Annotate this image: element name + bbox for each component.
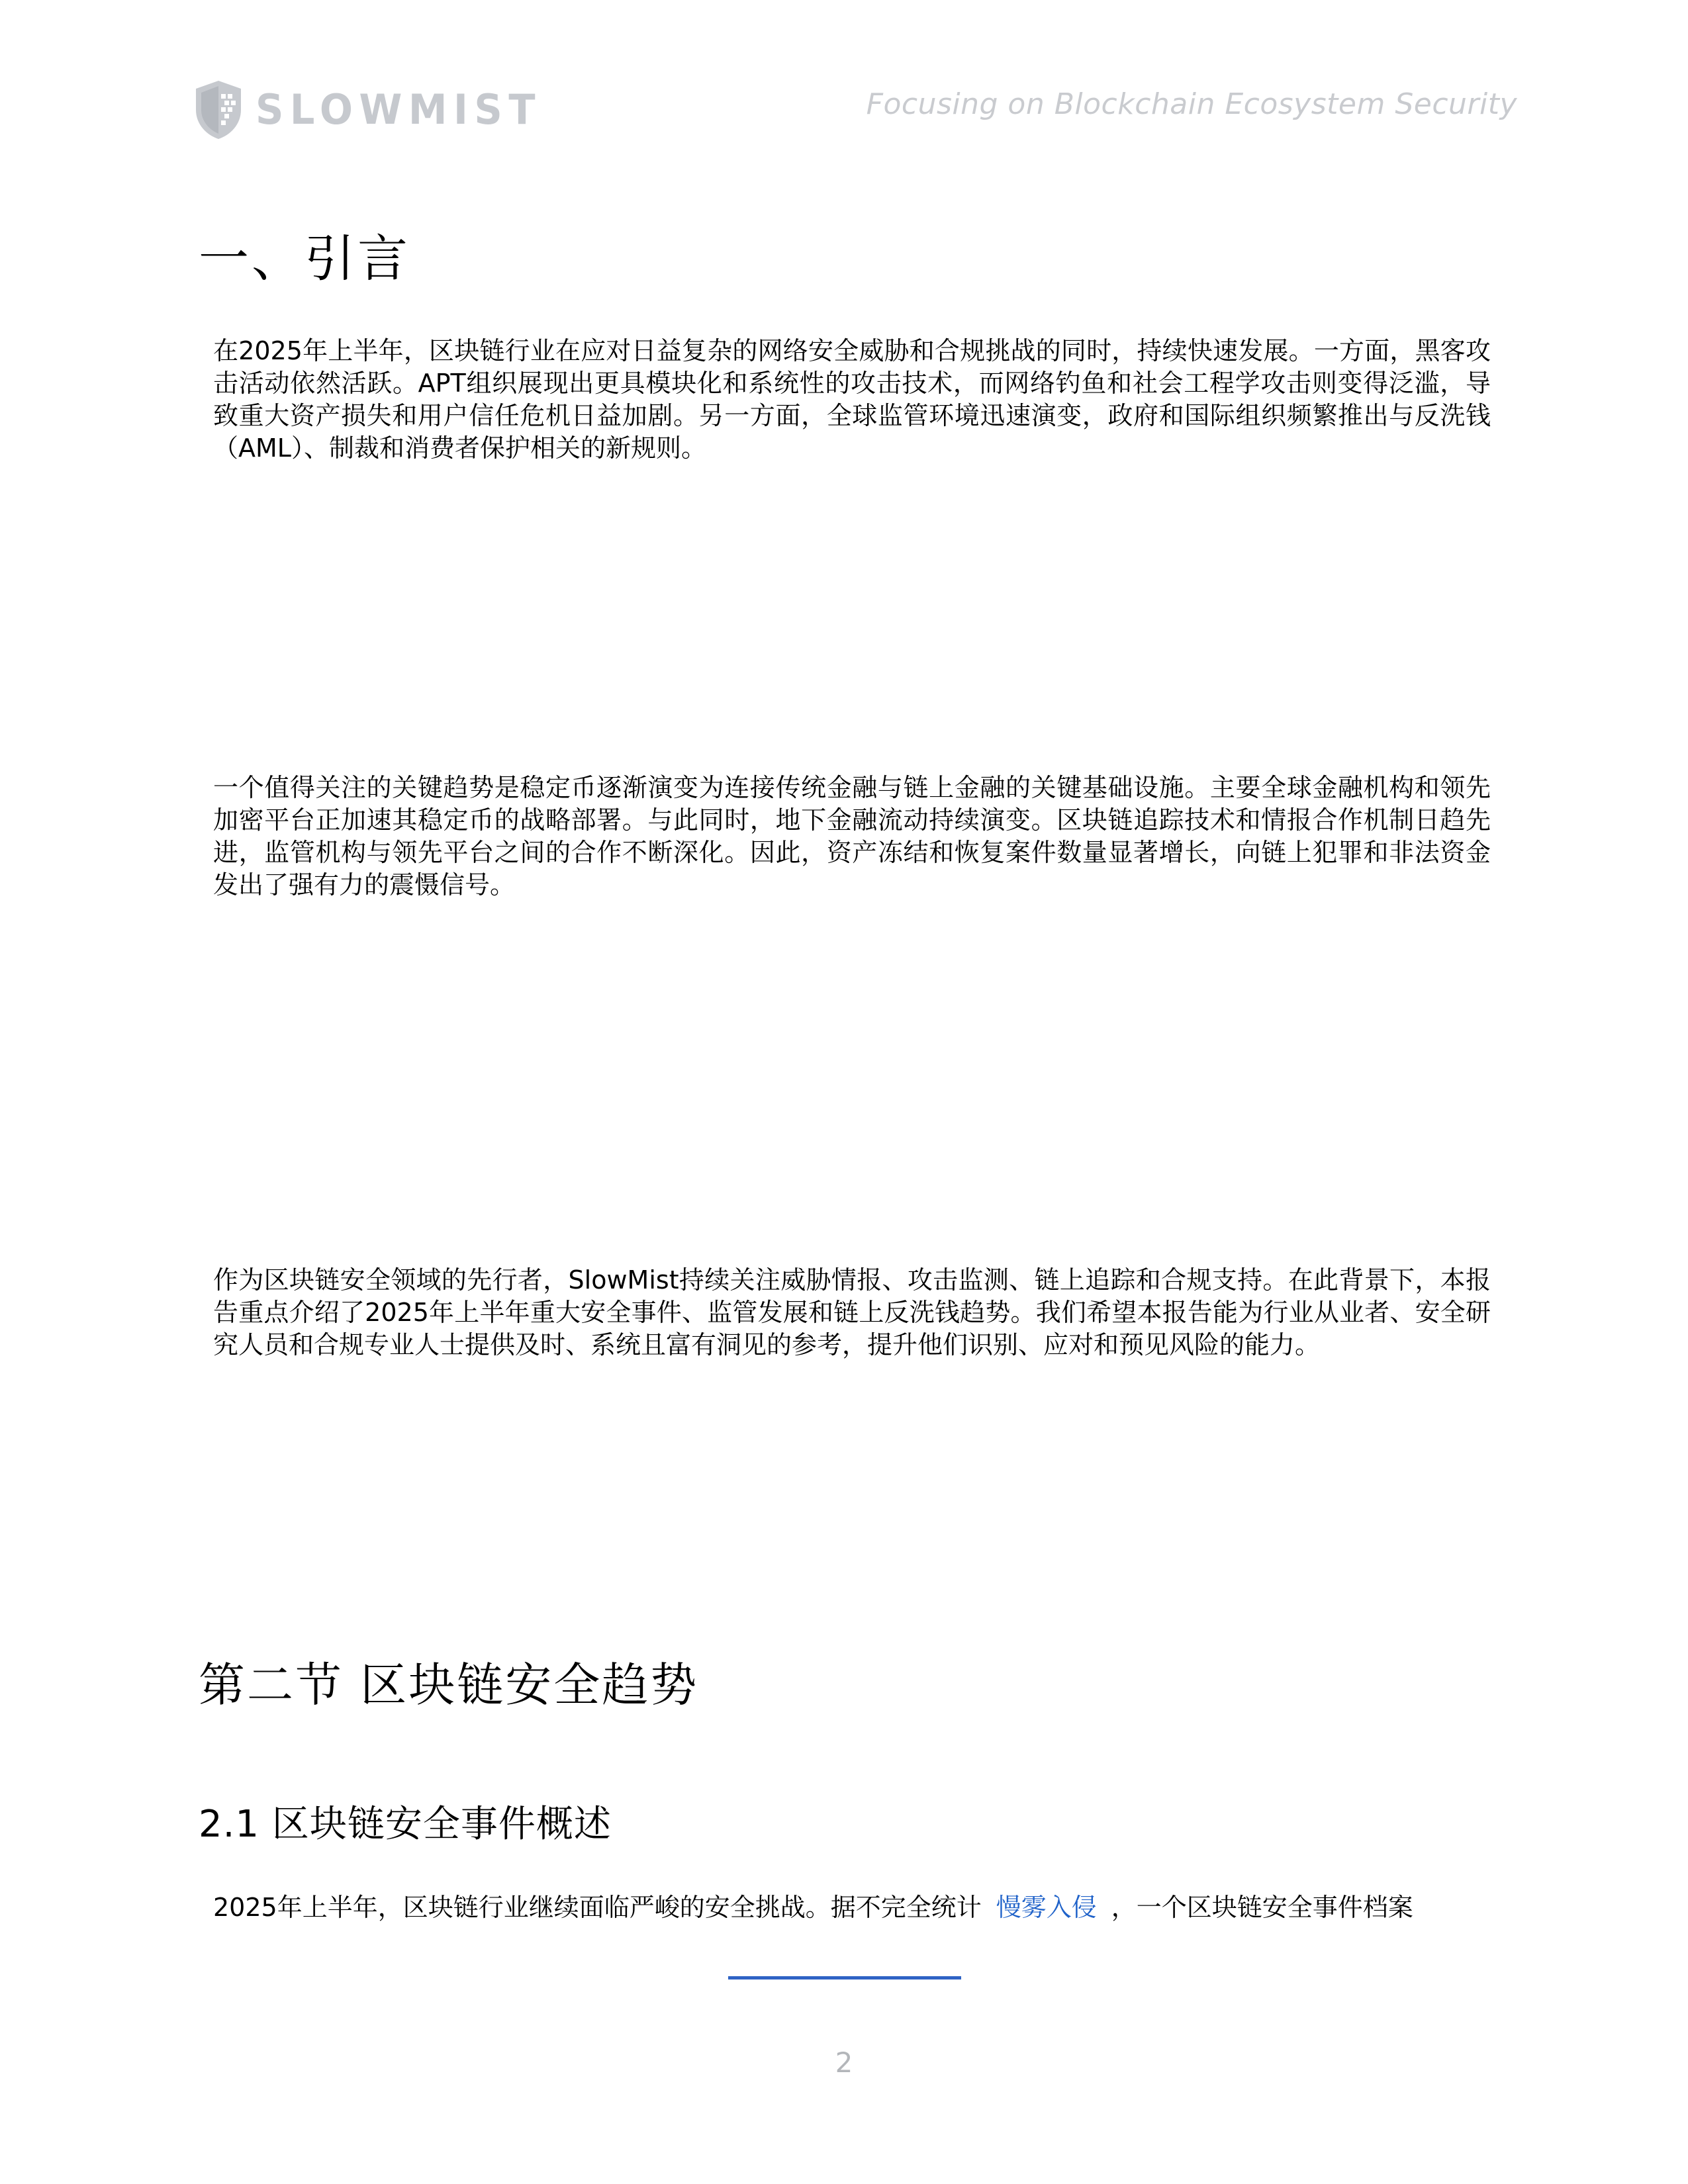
intro-paragraph-2: 一个值得关注的关键趋势是稳定币逐渐演变为连接传统金融与链上金融的关键基础设施。主要全球金融机构和领先加密平台正加速其稳定币的战略部署。与此同时，地下金融流动持续演变。区块链追踪技术和情报合作机制日趋先进，监管机构与领先平台之间的合作不断深化。因此，资产冻结和恢复案件数量显著增长，向链上犯罪和非法资金发出了强有力的震慑信号。 — [213, 773, 1491, 899]
link-underline-divider — [728, 1976, 961, 1979]
intro-paragraph-3: 作为区块链安全领域的先行者，SlowMist持续关注威胁情报、攻击监测、链上追踪和合规支持。在此背景下，本报告重点介绍了2025年上半年重大安全事件、监管发展和链上反洗钱趋势。我们希望本报告能为行业从业者、安全研究人员和合规专业人士提供及时、系统且富有洞见的参考，提升他们识别、应对和预见风险的能力。 — [213, 1265, 1491, 1359]
shield-logo-icon — [193, 79, 244, 140]
subsection-2-1-title: 2.1 区块链安全事件概述 — [199, 1803, 612, 1846]
page-number: 2 — [835, 2046, 853, 2079]
slowmist-hacked-link[interactable]: 慢雾入侵 — [996, 1893, 1097, 1922]
section-2-title: 第二节 区块链安全趋势 — [199, 1658, 699, 1712]
subsection-2-1-paragraph — [213, 1891, 1491, 1924]
logo-wordmark: SLOWMIST — [256, 85, 542, 134]
intro-paragraph-1: 在2025年上半年，区块链行业在应对日益复杂的网络安全威胁和合规挑战的同时，持续快速发展。一方面，黑客攻击活动依然活跃。APT组织展现出更具模块化和系统性的攻击技术，而网络钓鱼和社会工程学攻击则变得泛滥，导致重大资产损失和用户信任危机日益加剧。另一方面，全球监管环境迅速演变，政府和国际组织频繁推出与反洗钱（AML）、制裁和消费者保护相关的新规则。 — [213, 336, 1491, 463]
slowmist-logo — [193, 78, 557, 142]
header-tagline: Focusing on Blockchain Ecosystem Security — [866, 87, 1517, 121]
section-1-title: 一、引言 — [199, 229, 410, 288]
paragraph-text-before-link: 2025年上半年，区块链行业继续面临严峻的安全挑战。据不完全统计 — [213, 1893, 982, 1922]
paragraph-text-after-link: ，一个区块链安全事件档案 — [1111, 1893, 1413, 1922]
